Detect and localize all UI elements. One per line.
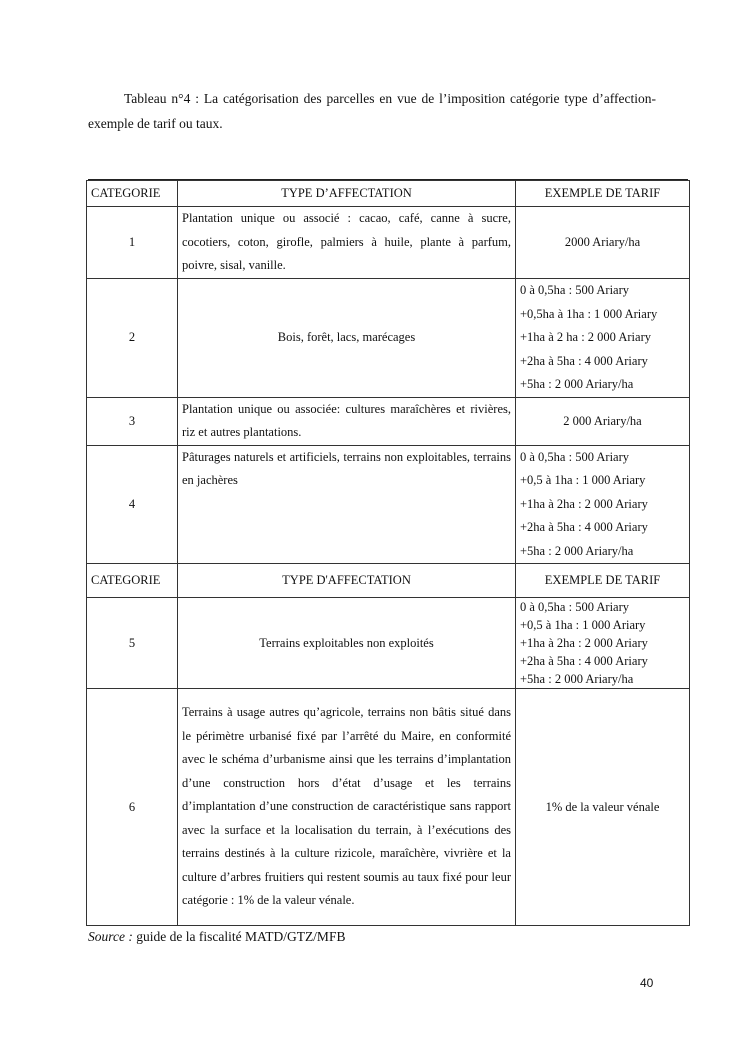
tarif-line: +0,5ha à 1ha : 1 000 Ariary — [520, 306, 658, 321]
row-tarif — [516, 445, 690, 564]
tarif-line: +2ha à 5ha : 4 000 Ariary — [520, 654, 648, 668]
table-row — [87, 598, 690, 689]
table-caption — [88, 86, 656, 136]
tarif-line: 0 à 0,5ha : 500 Ariary — [520, 283, 630, 297]
source-note — [88, 929, 345, 945]
table-row — [87, 397, 690, 445]
tarif-line: +1ha à 2ha : 2 000 Ariary — [520, 496, 648, 511]
header-categorie: CATEGORIE — [87, 564, 178, 598]
tarif-line: 0 à 0,5ha : 500 Ariary — [520, 600, 630, 614]
categories-table — [86, 180, 690, 926]
row-type: Plantation unique ou associé : cacao, café, canne à sucre, cocotiers, coton, girofle, palmiers à huile, plante à parfum, poivre, sisal, vanille. — [178, 207, 516, 279]
header-tarif: EXEMPLE DE TARIF — [516, 564, 690, 598]
tarif-line: 0 à 0,5ha : 500 Ariary — [520, 449, 630, 464]
table-header-row — [87, 181, 690, 207]
row-type: Terrains exploitables non exploités — [178, 598, 516, 689]
row-tarif — [516, 279, 690, 398]
row-category: 6 — [87, 689, 178, 926]
row-category: 4 — [87, 445, 178, 564]
row-type: Bois, forêt, lacs, marécages — [178, 279, 516, 398]
table-row — [87, 689, 690, 926]
header-categorie: CATEGORIE — [87, 181, 178, 207]
source-label: Source : — [88, 929, 133, 944]
header-tarif: EXEMPLE DE TARIF — [516, 181, 690, 207]
tarif-line: +5ha : 2 000 Ariary/ha — [520, 377, 634, 391]
tarif-line: +5ha : 2 000 Ariary/ha — [520, 543, 634, 558]
tarif-line: +0,5 à 1ha : 1 000 Ariary — [520, 473, 646, 487]
row-category: 5 — [87, 598, 178, 689]
row-category: 2 — [87, 279, 178, 398]
tarif-line: +2ha à 5ha : 4 000 Ariary — [520, 353, 648, 368]
tarif-line: +2ha à 5ha : 4 000 Ariary — [520, 520, 648, 534]
tarif-line: +1ha à 2 ha : 2 000 Ariary — [520, 330, 651, 344]
source-text: guide de la fiscalité MATD/GTZ/MFB — [132, 929, 346, 944]
row-tarif: 2 000 Ariary/ha — [516, 397, 690, 445]
row-tarif: 2000 Ariary/ha — [516, 207, 690, 279]
table-row — [87, 445, 690, 564]
tarif-line: +1ha à 2ha : 2 000 Ariary — [520, 636, 648, 650]
header-type: TYPE D’AFFECTATION — [178, 181, 516, 207]
row-type: Pâturages naturels et artificiels, terrains non exploitables, terrains en jachères — [178, 445, 516, 564]
tarif-line: +5ha : 2 000 Ariary/ha — [520, 672, 634, 686]
caption-text: Tableau n°4 : La catégorisation des parcelles en vue de l’imposition catégorie type d’affection-exemple de tarif ou taux. — [88, 91, 656, 131]
row-type: Plantation unique ou associée: cultures maraîchères et rivières, riz et autres plantations. — [178, 397, 516, 445]
table-row — [87, 279, 690, 398]
row-category: 1 — [87, 207, 178, 279]
row-category: 3 — [87, 397, 178, 445]
row-tarif: 1% de la valeur vénale — [516, 689, 690, 926]
row-type: Terrains à usage autres qu’agricole, terrains non bâtis situé dans le périmètre urbanisé fixé par l’arrêté du Maire, en conformité avec le schéma d’urbanisme ainsi que les terrains d’implantation d’une construction hors d’état d’usage et les terrains d’implantation d’une construction de caractéristique sans rapport avec la surface et la localisation du terrain, à l’exécutions des terrains destinés à la culture rizicole, maraîchère, vivrière et la culture d’arbres fruitiers qui restent soumis au taux fixé pour leur catégorie : 1% de la valeur vénale. — [178, 689, 516, 926]
row-tarif — [516, 598, 690, 689]
tarif-line: +0,5 à 1ha : 1 000 Ariary — [520, 618, 646, 632]
page-number: 40 — [640, 976, 654, 990]
header-type: TYPE D'AFFECTATION — [178, 564, 516, 598]
table-subheader-row — [87, 564, 690, 598]
table-row — [87, 207, 690, 279]
